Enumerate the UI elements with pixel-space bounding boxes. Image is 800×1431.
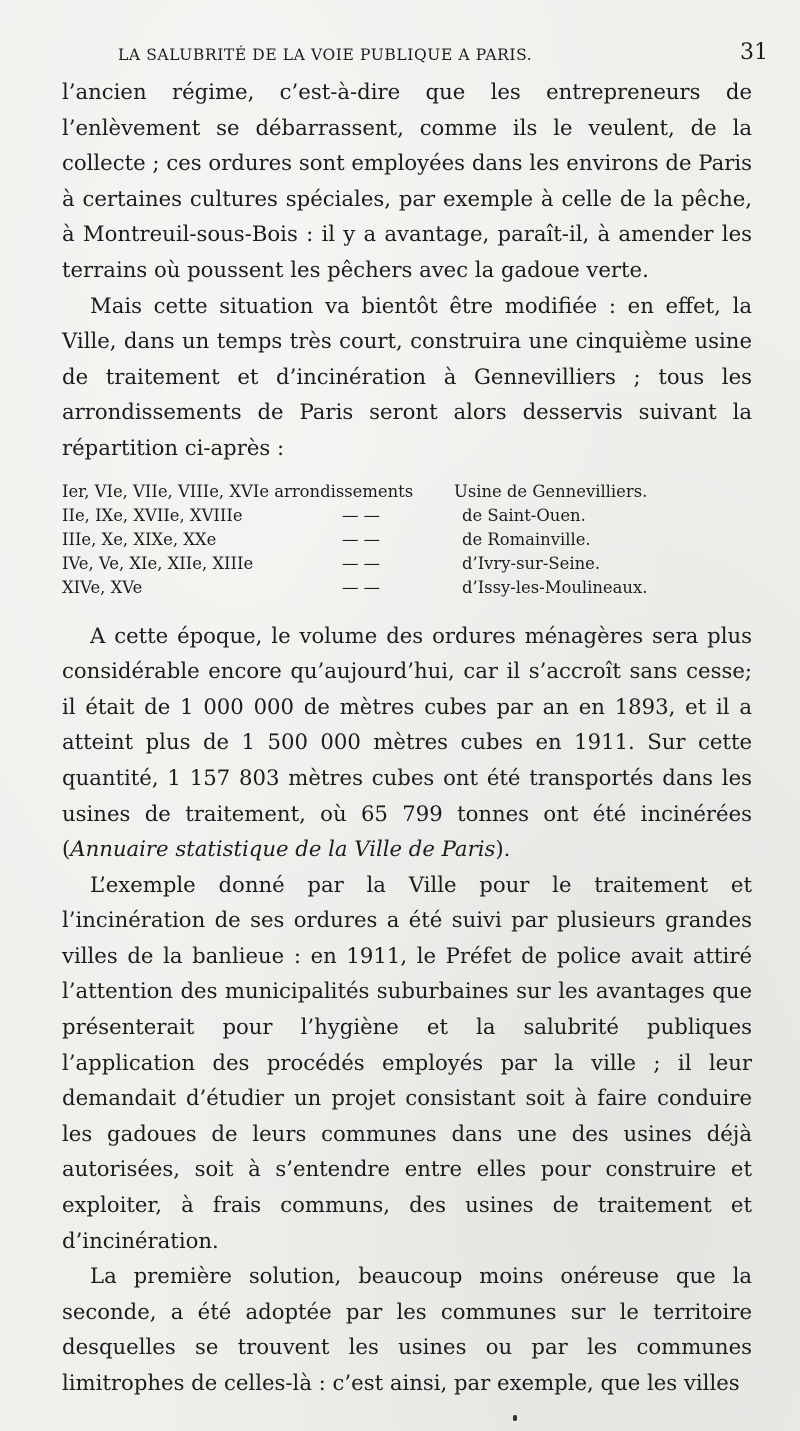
table-row [62,528,752,552]
destination-cell: de Romainville. [462,529,591,549]
paragraph-1: l’ancien régime, c’est-à-dire que les entrepreneurs de l’enlèvement se débarrassent, comme ils le veulent, de la collecte ; ces ordures sont employées dans les environs de Paris à certaines cultures spéciales, par exemple à celle de la pêche, à Montreuil-sous-Bois : il y a avantage, paraît-il, à amender les terrains où poussent les pêchers avec la gadoue verte. [62,79,752,282]
paragraph-3-text: A cette époque, le volume des ordures ménagères sera plus considérable encore qu’aujourd’hui, car il s’accroît sans cesse; il était de 1 000 000 de mètres cubes par an en 1893, et il a atteint plus de 1 500 000 mètres cubes en 1911. Sur cette quantité, 1 157 803 mètres cubes ont été transportés dans les usines de traitement, où 65 799 tonnes ont été incinérées ( [62,622,752,862]
destination-cell: d’Ivry-sur-Seine. [462,553,601,573]
table-row [62,504,752,528]
arrondissements-cell: XIVe, XVe [62,577,143,597]
arrondissements-cell: IIe, IXe, XVIIe, XVIIIe [62,505,243,525]
citation-title: Annuaire statistique de la Ville de Paris [70,836,496,862]
body-text [62,74,752,1401]
destination-cell: d’Issy-les-Moulineaux. [462,577,648,597]
paragraph-2: Mais cette situation va bientôt être modifiée : en effet, la Ville, dans un temps très court, construira une cinquième usine de traitement et d’incinération à Gennevilliers ; tous les arrondissements de Paris seront alors desservis suivant la répartition ci-après : [62,292,752,460]
page-number: 31 [740,40,768,65]
destination-cell: de Saint-Ouen. [462,505,586,525]
table-row [62,576,752,600]
destination-cell: Usine de Gennevilliers. [454,481,648,501]
ink-speck [513,1415,517,1421]
arrondissements-cell: IIIe, Xe, XIXe, XXe [62,529,217,549]
paragraph-3-end: ). [495,836,511,862]
ditto-marks: — — [342,505,380,525]
table-row [62,552,752,576]
arrondissements-cell: Ier, VIe, VIIe, VIIIe, XVIe arrondissements [62,481,414,501]
arrondissement-table [62,480,752,600]
arrondissements-cell: IVe, Ve, XIe, XIIe, XIIIe [62,553,254,573]
ditto-marks: — — [342,553,380,573]
running-head: LA SALUBRITÉ DE LA VOIE PUBLIQUE A PARIS. [118,46,533,64]
paragraph-3 [62,618,752,867]
table-row [62,480,752,504]
paragraph-4: L’exemple donné par la Ville pour le traitement et l’incinération de ses ordures a été suivi par plusieurs grandes villes de la banlieue : en 1911, le Préfet de police avait attiré l’attention des municipalités suburbaines sur les avantages que présenterait pour l’hygiène et la salubrité publiques l’application des procédés employés par la ville ; il leur demandait d’étudier un projet consistant soit à faire conduire les gadoues de leurs communes dans une des usines déjà autorisées, soit à s’entendre entre elles pour construire et exploiter, à frais communs, des usines de traitement et d’incinération. [62,871,752,1253]
page-header [118,40,768,70]
ditto-marks: — — [342,529,380,549]
paragraph-5: La première solution, beaucoup moins onéreuse que la seconde, a été adoptée par les communes sur le territoire desquelles se trouvent les usines ou par les communes limitrophes de celles-là : c’est ainsi, par exemple, que les villes [62,1263,752,1395]
ditto-marks: — — [342,577,380,597]
